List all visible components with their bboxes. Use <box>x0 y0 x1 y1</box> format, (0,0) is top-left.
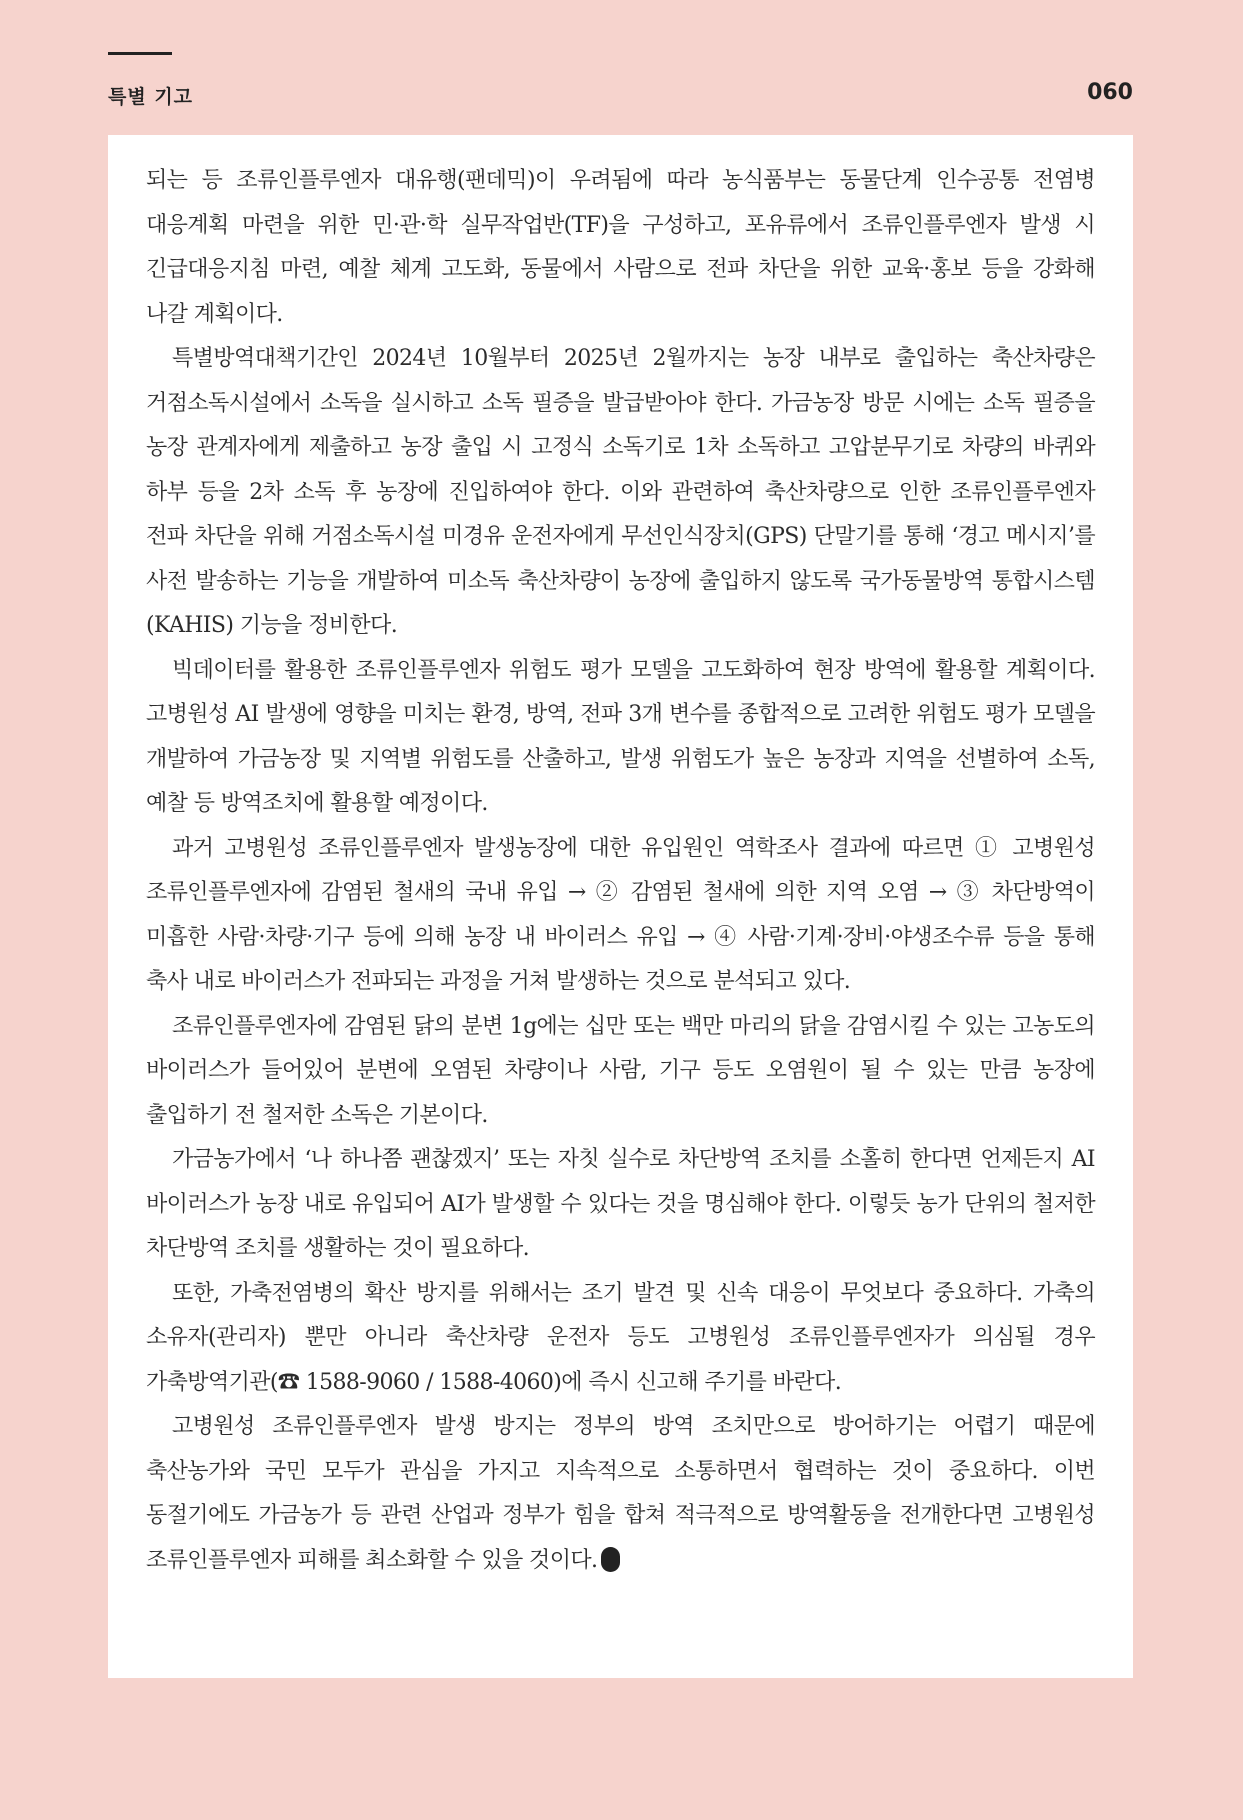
header-rule <box>108 52 172 55</box>
paragraph: 과거 고병원성 조류인플루엔자 발생농장에 대한 유입원인 역학조사 결과에 따르면 ① 고병원성 조류인플루엔자에 감염된 철새의 국내 유입 → ② 감염된 철새에 의한 지역 오염 → ③ 차단방역이 미흡한 사람·차량·기구 등에 의해 농장 내 바이러스 유입 → ④ 사람·기계·장비·야생조수류 등을 통해 축사 내로 바이러스가 전파되는 과정을 거쳐 발생하는 것으로 분석되고 있다. <box>146 835 1095 994</box>
page-header <box>108 52 1133 112</box>
paragraph: 빅데이터를 활용한 조류인플루엔자 위험도 평가 모델을 고도화하여 현장 방역에 활용할 계획이다. 고병원성 AI 발생에 영향을 미치는 환경, 방역, 전파 3개 변수를 종합적으로 고려한 위험도 평가 모델을 개발하여 가금농장 및 지역별 위험도를 산출하고, 발생 위험도가 높은 농장과 지역을 선별하여 소독, 예찰 등 방역조치에 활용할 예정이다. <box>146 657 1095 816</box>
paragraph: 특별방역대책기간인 2024년 10월부터 2025년 2월까지는 농장 내부로 출입하는 축산차량은 거점소독시설에서 소독을 실시하고 소독 필증을 발급받아야 한다. 가금농장 방문 시에는 소독 필증을 농장 관계자에게 제출하고 농장 출입 시 고정식 소독기로 1차 소독하고 고압분무기로 차량의 바퀴와 하부 등을 2차 소독 후 농장에 진입하여야 한다. 이와 관련하여 축산차량으로 인한 조류인플루엔자 전파 차단을 위해 거점소독시설 미경유 운전자에게 무선인식장치(GPS) 단말기를 통해 ‘경고 메시지’를 사전 발송하는 기능을 개발하여 미소독 축산차량이 농장에 출입하지 않도록 국가동물방역 통합시스템(KAHIS) 기능을 정비한다. <box>146 346 1095 638</box>
paragraph: 가금농가에서 ‘나 하나쯤 괜찮겠지’ 또는 자칫 실수로 차단방역 조치를 소홀히 한다면 언제든지 AI 바이러스가 농장 내로 유입되어 AI가 발생할 수 있다는 것을 명심해야 한다. 이렇듯 농가 단위의 철저한 차단방역 조치를 생활하는 것이 필요하다. <box>146 1147 1095 1261</box>
paragraph: 조류인플루엔자에 감염된 닭의 분변 1g에는 십만 또는 백만 마리의 닭을 감염시킬 수 있는 고농도의 바이러스가 들어있어 분변에 오염된 차량이나 사람, 기구 등도 오염원이 될 수 있는 만큼 농장에 출입하기 전 철저한 소독은 기본이다. <box>146 1013 1095 1128</box>
paragraph-text: 고병원성 조류인플루엔자 발생 방지는 정부의 방역 조치만으로 방어하기는 어렵기 때문에 축산농가와 국민 모두가 관심을 가지고 지속적으로 소통하면서 협력하는 것이 중요하다. 이번 동절기에도 가금농가 등 관련 산업과 정부가 힘을 합쳐 적극적으로 방역활동을 전개한다면 고병원성 조류인플루엔자 피해를 최소화할 수 있을 것이다. <box>146 1414 1095 1573</box>
paragraph: 또한, 가축전염병의 확산 방지를 위해서는 조기 발견 및 신속 대응이 무엇보다 중요하다. 가축의 소유자(관리자) 뿐만 아니라 축산차량 운전자 등도 고병원성 조류인플루엔자가 의심될 경우 가축방역기관(☎ 1588-9060 / 1588-4060)에 즉시 신고해 주기를 바란다. <box>146 1280 1095 1395</box>
paragraph: 되는 등 조류인플루엔자 대유행(팬데믹)이 우려됨에 따라 농식품부는 동물단계 인수공통 전염병 대응계획 마련을 위한 민·관·학 실무작업반(TF)을 구성하고, 포유류에서 조류인플루엔자 발생 시 긴급대응지침 마련, 예찰 체계 고도화, 동물에서 사람으로 전파 차단을 위한 교육·홍보 등을 강화해 나갈 계획이다. <box>146 168 1095 327</box>
final-paragraph <box>146 1405 1095 1583</box>
page-number: 060 <box>1087 80 1133 105</box>
article-body <box>108 135 1133 1678</box>
section-label: 특별 기고 <box>108 86 194 108</box>
end-mark-icon <box>601 1547 620 1572</box>
